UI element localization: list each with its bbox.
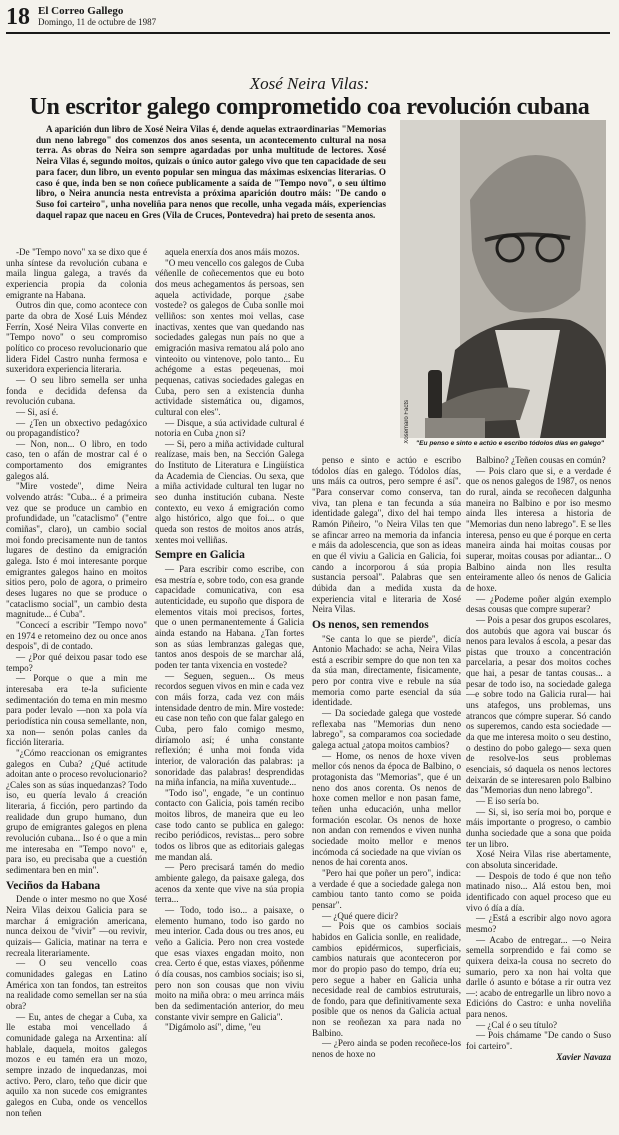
column-4: [466, 455, 611, 1131]
body-paragraph: — O seu libro semella ser unha fonda e decidida defensa da revolución cubana.: [6, 374, 147, 407]
body-paragraph: — Home, os nenos de hoxe viven mellor cós nenos da época de Balbino, o protagonista das "Memorias", que é un neno dos anos corenta. Os nenos de hoxe comen mellor e non pasan fame, teñen unha educación, unha mellor formación escolar. Os nenos de hoxe non andan con remendos e viven nunha sociedade moito mellor e menos incómoda cá sociedade na que vivían os nenos de hai corenta anos.: [312, 750, 461, 868]
body-paragraph: "Pero hai que poñer un pero", indica: a verdade é que a sociedade galega non cambiou tanto tanto como se poida pensar".: [312, 867, 461, 910]
subheading: Sempre en Galicia: [155, 549, 245, 562]
masthead: [6, 4, 610, 34]
body-paragraph: Balbino? ¿Teñen cousas en común?: [476, 455, 606, 465]
author-signature: Xavier Navaza: [556, 1051, 611, 1062]
body-paragraph: — Porque o que a min me interesaba era te-la suficiente sedimentación do tema en min mesmo para poder levalo —non xa pola vía periodística nin cousa semellante, non, xa non— senón polas canles da ficción literaria.: [6, 673, 147, 748]
body-paragraph: — ¿Qué quere dicir?: [322, 910, 398, 921]
column-2: [155, 247, 304, 1131]
body-paragraph: "Todo iso", engade, "e un continuo contacto con Galicia, pois tamén recibo moitos libros, de maneira que eu leo case todo canto se publica en galego: recibo periódicos, revistas... pero sobre todos os libros que as editoriais galegas me mandan alá.: [155, 787, 304, 862]
lead-paragraph: A aparición dun libro de Xosé Neira Vilas é, dende aquelas extraordinarias "Memorias dun neno labrego" dos comenzos dos anos sesenta, un acontecemento cultural na nosa terra. As obras do Neira son sempre agardadas por unha multitude de lectores. Xosé Neira Vilas é, segundo moitos, quizais o único autor galego vivo que ten capacidade de seu para facer, dun libro, un evento popular sen mingua das máximas esixencias literarias. O caso é que, inda ben se non coñece publicamente a saída de "Tempo novo", o seu último libro, o Neira anuncia nesta entrevista a próxima aparición doutro máis: "De cando o Suso foi carteiro", unha noveliña para nenos que recolle, unha vegada máis, experiencias daquel rapaz que naceu en Gres (Vila de Cruces, Pontevedra) hai preto de sesenta anos.: [36, 124, 386, 220]
body-paragraph: aquela enerxía dos anos máis mozos.: [165, 247, 300, 257]
body-paragraph: penso e sinto e actúo e escribo tódolos días en galego. Tódolos días, uns máis ca outros, pero sempre é así". "Para conservar como conserva, tan viva, tan plena e tan fecunda a súa identidade galega", dixo del hai tempo Ramón Piñeiro, "o Neira Vilas ten que se afincar arreo na memoria da infancia e máis da adolescencia, que son as ideas en que él viviu a Galicia en Galicia, foi cando a incorporou á súa propia sustancia persoal". Palabras que sen dúbida dan a medida xusta da experiencia vital e literaria de Xosé Neira Vilas.: [312, 455, 461, 615]
body-paragraph: — Pois claro que si, e a verdade é que os nenos galegos de 1987, os nenos do rural, ainda se recoñecen dalgunha maneira no Balbino e por iso mesmo ainda lles interesa a historia de "Memorias dun neno labrego". E se lles interesa, penso eu que é porque en certa maneira ainda hai moitas cousas por superar, moitas cousas por adiantar... O Balbino ainda non lles resulta enteiramente alleo ós nenos de Galicia de hoxe.: [466, 465, 611, 593]
portrait-photo: [400, 120, 606, 438]
body-paragraph: — Pois a pesar dos grupos escolares, dos autobús que agora vai buscar ós nenos para levalos á escola, a pesar das pistas que trouxo a concentración parcelaria, a pesar dos moitos coches que hai, a pesar de tantas cousas... a pesar de todo iso, na sociedade galega —e sobre todo na Galicia rural— hai uns atafegos, uns problemas, uns atrancos que cómpre superar. Só cando os superemos, cando esta sociedade —da que me interesa moito o seu destino, o destino do pobo galego— sexa quen de resolve-los seus problemas esenciais, só daquela os nenos lectores deixarán de se interesaren polo Balbino das "Memorias dun neno labrego".: [466, 614, 611, 796]
body-paragraph: — E iso sería bo.: [476, 796, 539, 806]
newspaper-name: El Correo Gallego: [38, 5, 124, 17]
body-paragraph: — Si, así é.: [16, 406, 59, 417]
body-paragraph: "¿Cómo reaccionan os emigrantes galegos en Cuba? ¿Qué actitude adoitan ante o proceso revolucionario? ¿Cales son as súas inquedanzas? Todo iso, eu quería levalo á creación literaria, á ficción, pero partindo da realidade dun grupo humano, dun grupo de emigrantes galegos en plena revolución cubana... Iso é o que a min me interesaba en "Tempo novo" e, para iso, eu precisaba que a cuestión sedimentara ben en min".: [6, 747, 147, 876]
body-paragraph: — ¿Pero ainda se poden recoñece-los nenos de hoxe no: [312, 1038, 461, 1060]
body-paragraph: — Da sociedade galega que vostede reflexaba nas "Memorias dun neno labrego", sa comparamos coa sociedade galega actual ¿atopa moitos cambios?: [312, 708, 461, 751]
body-paragraph: — Si, pero a miña actividade cultural realízase, mais ben, na Sección Galega do Instituto de Literatura e Lingüística da Academia de Ciencias. Ou sexa, que a miña actividade cultural ten lugar no seo dunha institución cubana. Neste contexto, eu vexo á emigración como algo histórico, algo que foi... o que queda son restos de moitos anos atrás, xentes moi velliñas.: [155, 438, 304, 545]
body-paragraph: — Disque, a súa actividade cultural é notoria en Cuba ¿non si?: [155, 417, 304, 439]
body-paragraph: "Concecí a escribir "Tempo novo" en 1974 e retomeino dez ou once anos despois", di de contado.: [6, 619, 147, 652]
column-1: [6, 247, 147, 1131]
column-3: [312, 455, 461, 1131]
body-paragraph: — O seu vencello coas comunidades galegas en Latino América xon tan fondos, tan estreitos na realidade como semellan ser na súa obra?: [6, 958, 147, 1011]
body-paragraph: — Para escribir como escribe, con esa mestría e, sobre todo, con esa grande capacidade comunicativa, con esa autenticidade, eu supoño que dispora de elementos vitais moi precisos, fortes, que o unen permanentemente á Galicia ainda estando na Habana. ¿Tan fortes son as súas lembranzas galegas que, tantos anos despois de se marchar alá, poden ter tanta vixencia en vostede?: [155, 564, 304, 670]
body-paragraph: Dende o inter mesmo no que Xosé Neira Vilas deixou Galicia para se marchar á emigración americana, nunca deixou de "vivir" —ou revivir, quizais— Galicia, matinar na terra e recreala literariamente.: [6, 894, 147, 958]
photo-caption: "Eu penso e sinto e actúo e escribo tódolos días en galego": [416, 440, 604, 447]
subheading: Veciños da Habana: [6, 879, 101, 892]
body-paragraph: — Despois de todo é que non teño matinado niso... Alá estou ben, moi identificado con aquel proceso que eu vivo ó día a día.: [466, 870, 611, 913]
body-paragraph: — Acabo de entregar... —o Neira semella sorprendido e fai como se quixera deixa-la cousa no secreto do sumario, pero xa non hai volta que darlle ó asunto e bótase a rir outra vez—: acabo de entregarlle un libro novo a Edicións do Castro: e unha noveliña para nenos.: [466, 934, 611, 1020]
body-paragraph: — ¿Podeme poñer algún exemplo desas cousas que compre superar?: [466, 593, 611, 615]
body-paragraph: "O meu vencello cos galegos de Cuba véñenlle de coñecementos que eu boto dos meus achegamentos ás persoas, sen aquela actividade, porque ¿sabe vostede? os galegos de Cuba sonlle moi velliños: son xentes moi vellas, case inactivas, xentes que van quedando nas sociedades galegas nun país no que a emigración masiva rematou alá polo ano vinteoito ou vintenove, polo tanto... Eu achégome a estas peqeuenas, moi pequenas, cativas sociedades galegas en Cuba, pero sen a existencia dunha actividade sistemática ou, digamos, cultural con eles".: [155, 257, 304, 417]
body-paragraph: Xosé Neira Vilas rise abertamente, con absoluta sinceridade.: [466, 849, 611, 870]
portrait-illustration: [400, 120, 606, 438]
article-headline: Un escritor galego comprometido coa revolución cubana: [29, 94, 590, 120]
body-paragraph: — ¿Por qué deixou pasar todo ese tempo?: [6, 651, 147, 673]
article-lead: [36, 124, 386, 220]
body-paragraph: "Digámolo así", dime, "eu: [165, 1022, 261, 1033]
body-paragraph: — ¿Cal é o seu título?: [476, 1019, 558, 1030]
issue-date: Domingo, 11 de octubre de 1987: [38, 17, 157, 27]
body-paragraph: "Se canta lo que se pierde", dicía Antonio Machado: se acha, Neira Vilas está a escribir sempre do que non ten xa da súa man, directamente, fisicamente, pero por contra vive e rebule na súa memoria como parte esencial da súa identidade.: [312, 633, 461, 708]
body-paragraph: -De "Tempo novo" xa se dixo que é unha síntese da revolución cubana e maila lingua galega, a través da experiencia propia da colonia emigrante na Habana.: [6, 247, 147, 300]
body-paragraph: — Si, si, iso sería moi bo, porque e máis importante o progreso, o cambio dunha sociedade que a sona que poida ter un libro.: [466, 806, 611, 849]
subheading: Os nenos, sen remendos: [312, 618, 429, 631]
body-paragraph: "Mire vostede", dime Neira volvendo atrás: "Cuba... é a primeira vez que se produce un cambio en profundidade, un "cataclismo" ("entre comiñas", claro), un cambio social moi fondo precisamente nun de tantos lugares de destino da emigración galega. Isto é moi interesante porque emigrantes galegos haino en moitos sitios pero, polo de agora, o primeiro deses lugares no que se produce o "cataclismo social", un cambio desta magnitude... é Cuba".: [6, 481, 147, 620]
body-paragraph: — Todo, todo iso... a paisaxe, o elemento humano, todo iso gardo no meu interior. Cada dous ou tres anos, eu veño a Galicia. Pero non crea vostede que esas viaxes engadan moito, non crea. Certo é que, estas viaxes, póñenme ó día cousas, nos cambios sociais; iso si, pero non son cousas que non viviu moito na miña obra: o meu arrinca máis ben da sedimentación anterior, do meu constante vivir sempre en Galicia".: [155, 905, 304, 1022]
article-kicker: Xosé Neira Vilas:: [249, 74, 370, 93]
body-paragraph: — Pois chámame "De cando o Suso foi carteiro".: [466, 1030, 611, 1052]
body-paragraph: Outros din que, como acontece con parte da obra de Xosé Luis Méndez Ferrín, Xosé Neira Vilas converte en "Tempo novo" o seu compromiso político co proceso revolucionario que lidera Fidel Castro nunha fermosa e suxeridora experiencia literaria.: [6, 300, 147, 375]
body-paragraph: — Eu, antes de chegar a Cuba, xa lle estaba moi vencellado á comunidade galega na Arxentina: alí hablale, daquela, moitos galegos mozos e eu tamén era un mozo, sempre inzado de inquedanzas, moi activo. Pero, claro, teño que dicir que aquilo xa non sucede cos emigrantes galegos en Cuba, onde os vencellos non teñen: [6, 1011, 147, 1118]
body-paragraph: — Non, non... O libro, en todo caso, ten o afán de mostrar cal é o comportamento dos emigrantes galegos alá.: [6, 438, 147, 481]
body-paragraph: — Seguen, seguen... Os meus recordos seguen vivos en min e cada vez con máis forza, cada vez con máis intensidade dentro de min. Mire vostede: eu case non teño con que falar galego en Cuba, pero falo comigo mesmo, diríamolo así; é unha constante reflexión; é unha moi fonda vida interior, de valoración das palabras: ¡a sonoridade das palabras! desprendidas na miña infancia, na miña xuventude...: [155, 670, 304, 788]
body-paragraph: — Pero precisará tamén do medio ambiente galego, da paisaxe galega, dos acenos da xente que vive na súa propia terra...: [155, 862, 304, 905]
page-number: 18: [6, 4, 30, 30]
body-paragraph: — Pois que os cambios sociais habidos en Galicia sonlle, en realidade, cambios epidérmicos, superficiais, cambios naturais que aconteceron por mor do propio paso do tempo, dría eu; pero segue a haber en Galicia unha necesidade real de cambios estruturais, de fondo, para que definitivamente sexa posible que os nenos da Galicia actual non se reoñezan xa para nada no Balbino.: [312, 921, 461, 1038]
photo-credit: Xosemaro Facts: [404, 400, 410, 444]
body-paragraph: — ¿Está a escribir algo novo agora mesmo?: [466, 913, 611, 934]
body-paragraph: — ¿Ten un obxectivo pedagóxico ou propagandístico?: [6, 417, 147, 439]
